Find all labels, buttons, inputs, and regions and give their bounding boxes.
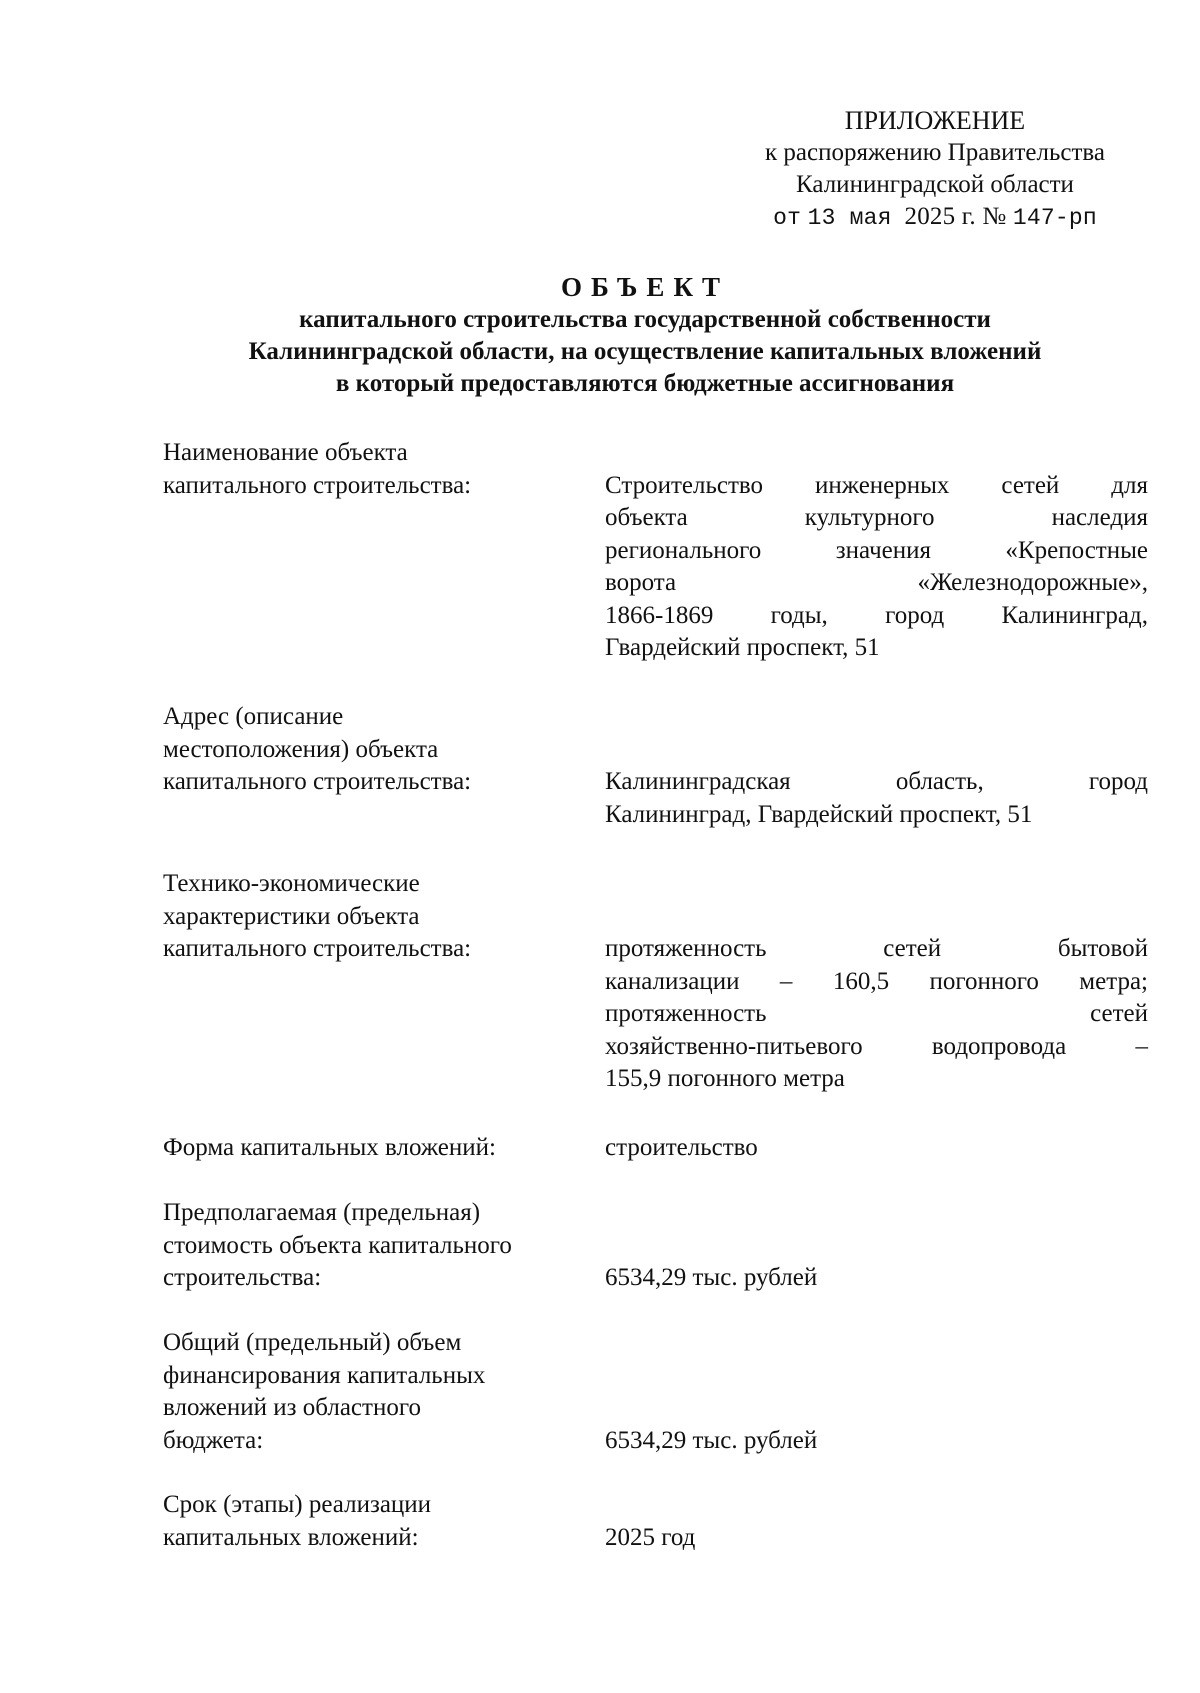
- value-line: 1866-1869 годы, город Калининград,: [605, 601, 1148, 629]
- date-prefix: от: [773, 205, 802, 231]
- field-value: [605, 933, 1148, 1096]
- value-line: канализации – 160,5 погонного метра;: [605, 967, 1148, 995]
- appendix-reference: к распоряжению Правительства: [764, 139, 1105, 166]
- value-line: Калининград, Гвардейский проспект, 51: [605, 800, 1033, 828]
- appendix-header: [720, 105, 1150, 234]
- label-line: Наименование объекта: [163, 439, 408, 466]
- value-line: объекта культурного наследия: [605, 504, 1148, 531]
- label-line: характеристики объекта: [163, 902, 420, 930]
- label-line: капитального строительства:: [163, 471, 472, 499]
- value-line: 2025 год: [605, 1523, 696, 1551]
- field-value: [605, 1522, 1148, 1555]
- value-line: Калининградская область, город: [605, 768, 1148, 795]
- appendix-title: ПРИЛОЖЕНИЕ: [844, 106, 1026, 135]
- label-line: Форма капитальных вложений:: [163, 1134, 496, 1161]
- label-line: стоимость объекта капитального: [163, 1231, 512, 1259]
- value-line: протяженность сетей бытовой: [605, 935, 1148, 962]
- label-line: Технико-экономические: [163, 870, 420, 897]
- field-label: [163, 868, 583, 966]
- field-label: [163, 1489, 583, 1554]
- label-line: Адрес (описание: [163, 703, 344, 730]
- field-value: [605, 470, 1148, 665]
- value-line: Строительство инженерных сетей для: [605, 471, 1148, 499]
- title-line: Калининградской области, на осуществление капитальных вложений: [248, 338, 1042, 365]
- field-label: [163, 1327, 583, 1457]
- title-line: в который предоставляются бюджетные ассигнования: [335, 370, 955, 397]
- label-line: бюджета:: [163, 1426, 264, 1454]
- label-line: строительства:: [163, 1264, 322, 1291]
- label-line: капитального строительства:: [163, 768, 472, 795]
- appendix-date-line: [720, 201, 1150, 234]
- appendix-region: Калининградской области: [796, 171, 1074, 198]
- date-year: 2025 г. №: [904, 203, 1007, 230]
- label-line: капитального строительства:: [163, 935, 472, 962]
- document-title: [150, 270, 1140, 400]
- value-line: протяженность сетей: [605, 1000, 1148, 1027]
- value-line: 6534,29 тыс. рублей: [605, 1264, 818, 1291]
- title-main: ОБЪЕКТ: [560, 272, 730, 302]
- value-line: 155,9 погонного метра: [605, 1065, 845, 1092]
- field-label: [163, 1132, 583, 1165]
- label-line: капитальных вложений:: [163, 1523, 419, 1551]
- date-day-month: 13 мая: [807, 205, 892, 231]
- label-line: вложений из областного: [163, 1394, 421, 1421]
- value-line: 6534,29 тыс. рублей: [605, 1426, 818, 1454]
- title-line: капитального строительства государственной собственности: [299, 306, 991, 333]
- value-line: Гвардейский проспект, 51: [605, 634, 880, 661]
- label-line: Предполагаемая (предельная): [163, 1199, 481, 1226]
- label-line: финансирования капитальных: [163, 1361, 486, 1389]
- order-number: 147-рп: [1012, 205, 1097, 231]
- field-label: [163, 1197, 583, 1295]
- value-line: регионального значения «Крепостные: [605, 536, 1148, 564]
- field-value: [605, 1132, 1148, 1165]
- field-value: [605, 1262, 1148, 1295]
- field-label: [163, 701, 583, 799]
- value-line: ворота «Железнодорожные»,: [605, 569, 1148, 596]
- value-line: хозяйственно-питьевого водопровода –: [605, 1032, 1148, 1060]
- label-line: Срок (этапы) реализации: [163, 1491, 432, 1518]
- value-line: строительство: [605, 1134, 758, 1161]
- field-value: [605, 1425, 1148, 1458]
- label-line: Общий (предельный) объем: [163, 1329, 462, 1356]
- field-label: [163, 437, 583, 502]
- label-line: местоположения) объекта: [163, 735, 439, 763]
- field-value: [605, 766, 1148, 831]
